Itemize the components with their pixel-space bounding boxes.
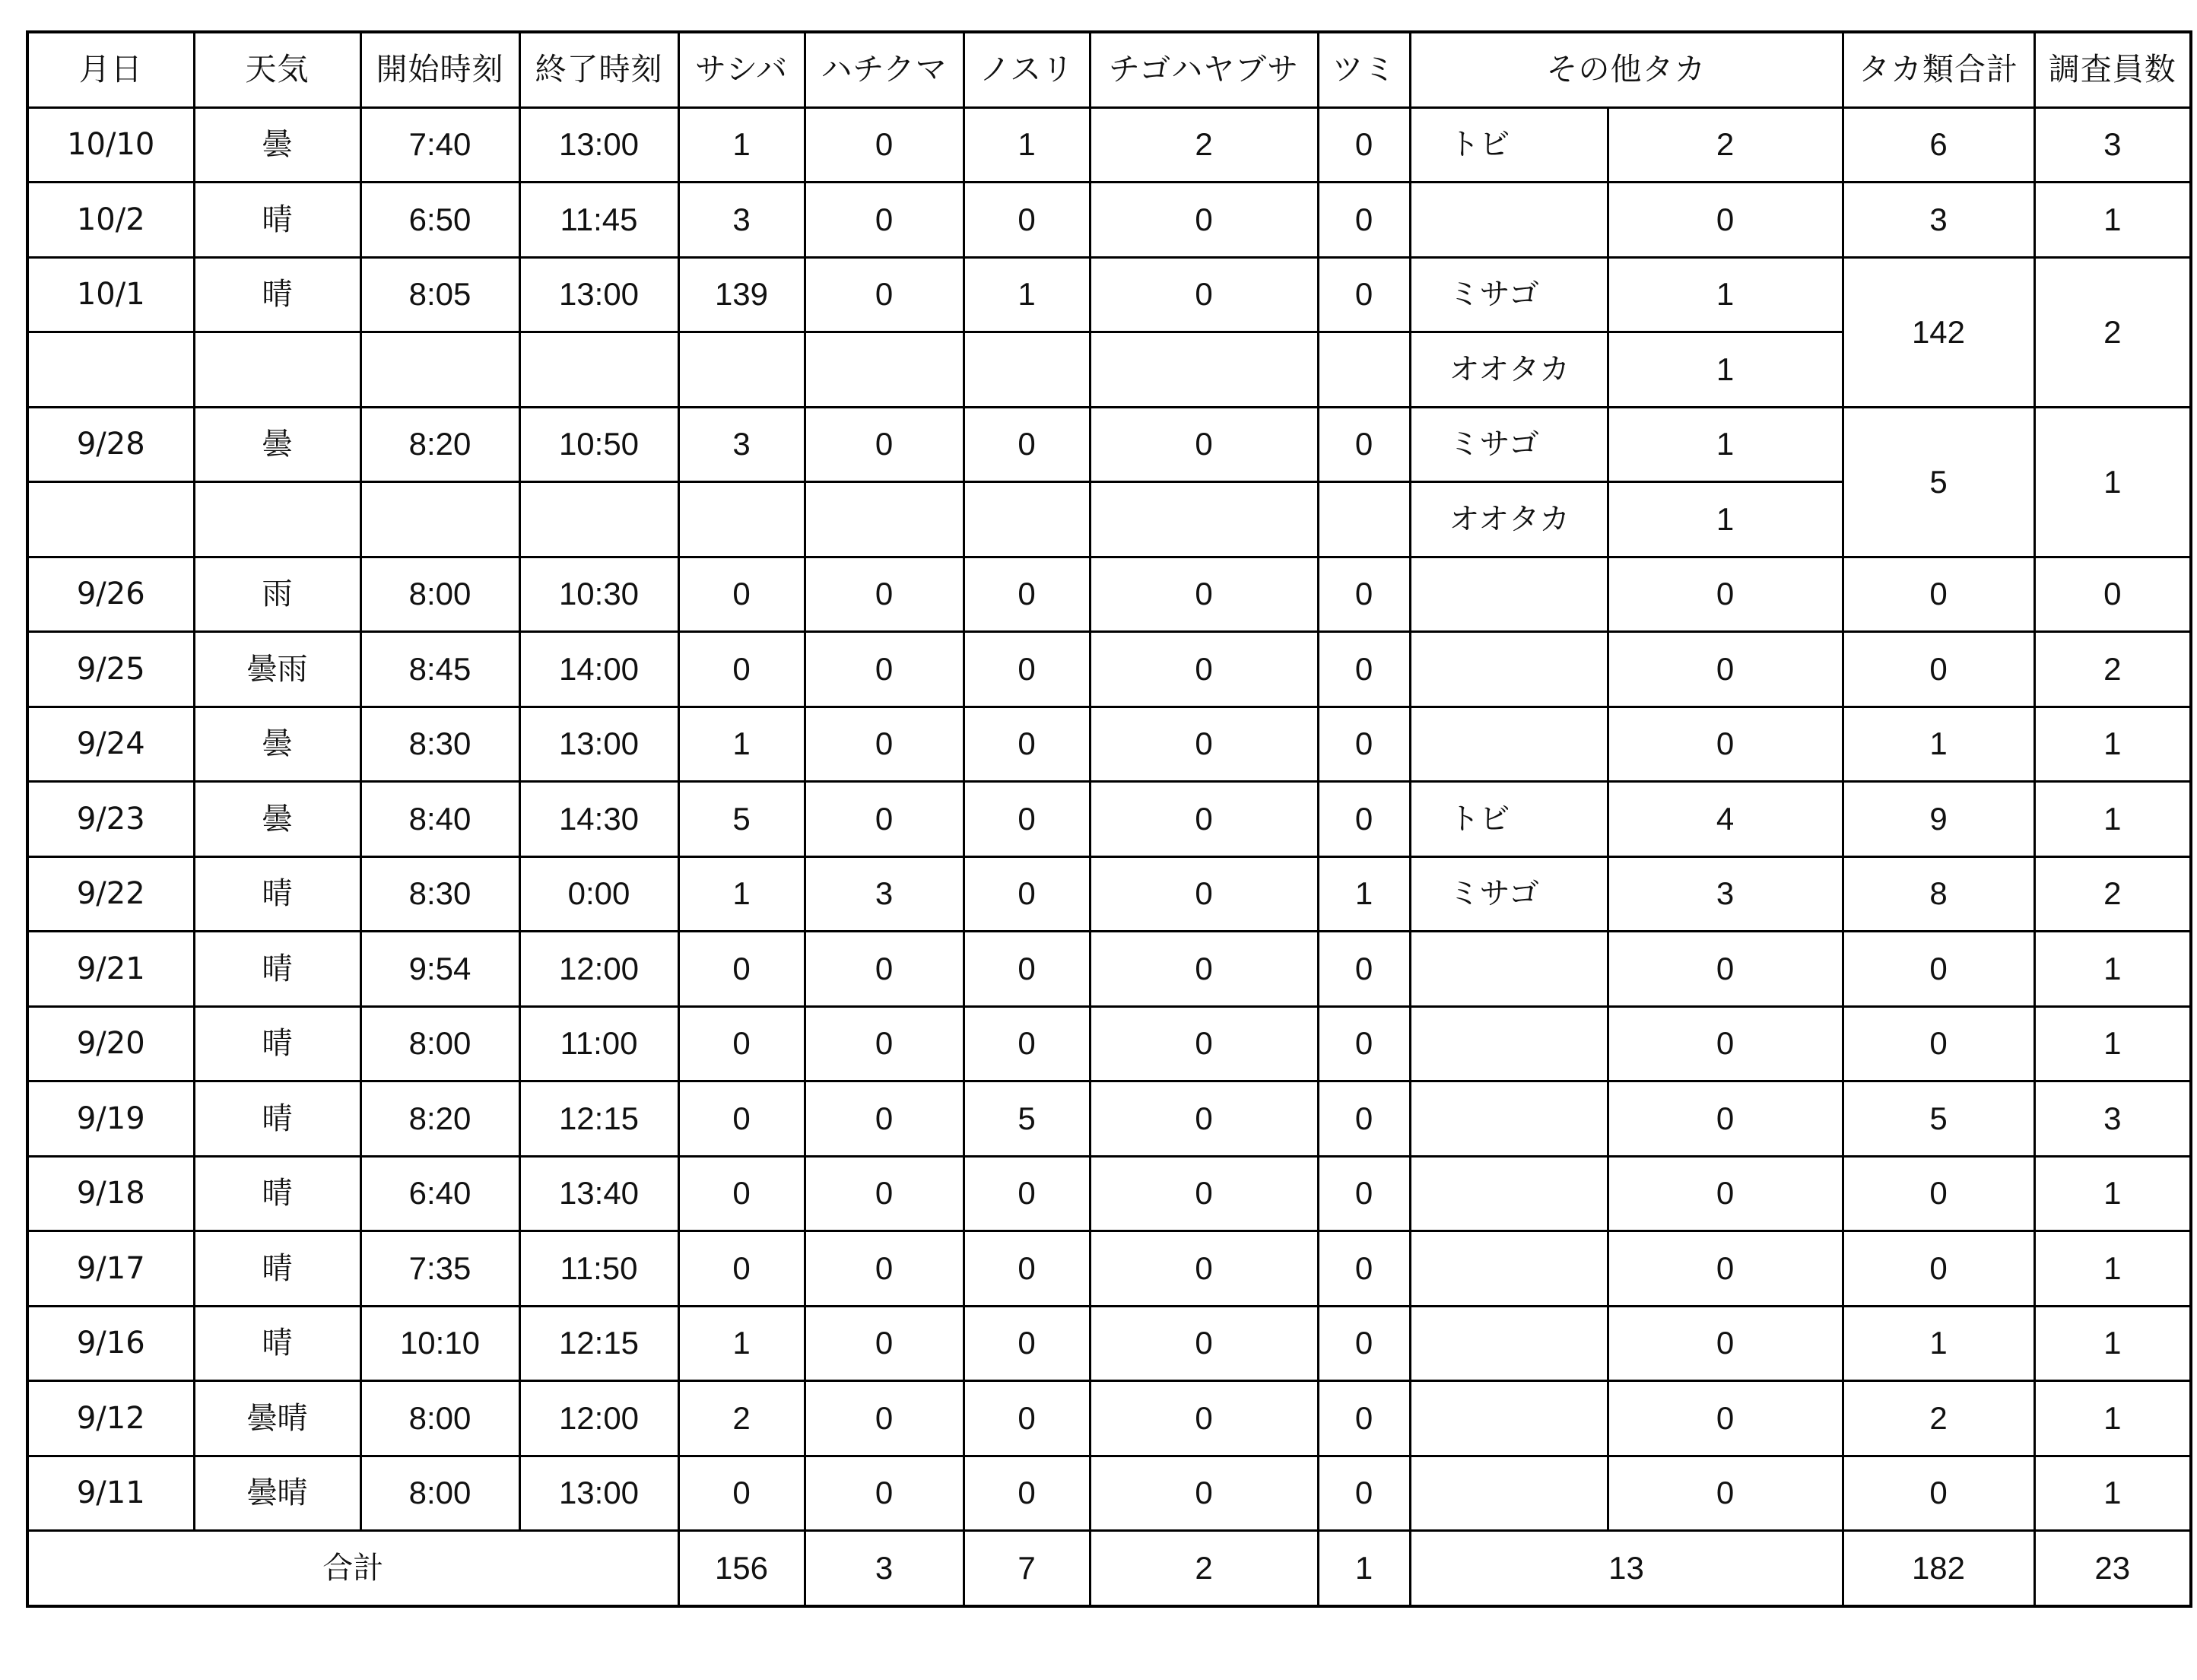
table-row (27, 632, 2191, 707)
cell-other-species (1410, 1381, 1608, 1456)
cell-nosuri: 0 (964, 707, 1090, 782)
cell-other-species (1410, 1006, 1608, 1081)
cell-chigohayabusa: 0 (1090, 1306, 1318, 1381)
cell-start-time: 8:40 (360, 782, 519, 857)
cell-tsumi-empty (1318, 332, 1410, 408)
header-date: 月日 (27, 32, 194, 107)
cell-nosuri-empty (964, 482, 1090, 557)
cell-other-species (1410, 1156, 1608, 1231)
cell-hawk-total: 0 (1843, 1156, 2034, 1231)
cell-other-count: 2 (1608, 107, 1843, 183)
cell-chigohayabusa: 0 (1090, 707, 1318, 782)
cell-other-count: 0 (1608, 1006, 1843, 1081)
cell-chigohayabusa: 0 (1090, 1456, 1318, 1531)
cell-other-species (1410, 557, 1608, 632)
cell-tsumi: 0 (1318, 1081, 1410, 1157)
header-row (27, 32, 2191, 107)
cell-other-species (1410, 707, 1608, 782)
cell-tsumi: 1 (1318, 856, 1410, 932)
cell-start-time: 8:00 (360, 1456, 519, 1531)
cell-other-count: 0 (1608, 1081, 1843, 1157)
cell-other-count: 1 (1608, 257, 1843, 332)
cell-hachikuma: 0 (805, 557, 964, 632)
cell-other-species: トビ (1410, 782, 1608, 857)
cell-hawk-total: 0 (1843, 557, 2034, 632)
cell-chigohayabusa: 0 (1090, 632, 1318, 707)
cell-start-time: 7:40 (360, 107, 519, 183)
cell-other-count: 0 (1608, 1231, 1843, 1307)
totals-label: 合計 (27, 1531, 678, 1606)
cell-other-species: ミサゴ (1410, 407, 1608, 482)
cell-end-time: 10:30 (519, 557, 678, 632)
totals-sashiba: 156 (678, 1531, 805, 1606)
cell-date: 9/11 (27, 1456, 194, 1531)
cell-nosuri: 0 (964, 632, 1090, 707)
cell-start-time: 6:40 (360, 1156, 519, 1231)
cell-tsumi: 0 (1318, 1381, 1410, 1456)
cell-end-time-empty (519, 482, 678, 557)
cell-nosuri: 0 (964, 407, 1090, 482)
totals-chigohayabusa: 2 (1090, 1531, 1318, 1606)
cell-hachikuma: 0 (805, 407, 964, 482)
cell-nosuri: 0 (964, 1456, 1090, 1531)
cell-start-time-empty (360, 332, 519, 408)
cell-start-time: 8:00 (360, 1381, 519, 1456)
cell-hawk-total: 3 (1843, 183, 2034, 258)
cell-date-empty (27, 332, 194, 408)
cell-end-time-empty (519, 332, 678, 408)
cell-sashiba-empty (678, 332, 805, 408)
cell-hawk-total: 5 (1843, 1081, 2034, 1157)
cell-surveyors: 2 (2034, 632, 2191, 707)
cell-date: 9/24 (27, 707, 194, 782)
cell-weather: 曇晴 (194, 1456, 360, 1531)
cell-start-time: 10:10 (360, 1306, 519, 1381)
cell-sashiba: 0 (678, 632, 805, 707)
cell-date: 9/21 (27, 932, 194, 1007)
cell-other-species: トビ (1410, 107, 1608, 183)
totals-hachikuma: 3 (805, 1531, 964, 1606)
cell-chigohayabusa: 0 (1090, 557, 1318, 632)
cell-end-time: 0:00 (519, 856, 678, 932)
cell-surveyors: 2 (2034, 856, 2191, 932)
cell-other-species (1410, 1231, 1608, 1307)
cell-end-time: 14:30 (519, 782, 678, 857)
cell-other-count: 3 (1608, 856, 1843, 932)
cell-date: 9/19 (27, 1081, 194, 1157)
header-hawk-total: タカ類合計 (1843, 32, 2034, 107)
cell-end-time: 12:15 (519, 1306, 678, 1381)
cell-hachikuma: 0 (805, 107, 964, 183)
cell-surveyors: 1 (2034, 407, 2191, 557)
cell-surveyors: 0 (2034, 557, 2191, 632)
table-row (27, 107, 2191, 183)
table-row (27, 1231, 2191, 1307)
cell-other-species (1410, 632, 1608, 707)
cell-surveyors: 1 (2034, 1306, 2191, 1381)
cell-chigohayabusa: 0 (1090, 856, 1318, 932)
table-row (27, 1456, 2191, 1531)
cell-sashiba: 0 (678, 1156, 805, 1231)
cell-sashiba-empty (678, 482, 805, 557)
cell-end-time: 13:00 (519, 707, 678, 782)
cell-chigohayabusa: 0 (1090, 782, 1318, 857)
table-row (27, 932, 2191, 1007)
cell-weather: 曇 (194, 107, 360, 183)
cell-other-count: 0 (1608, 707, 1843, 782)
cell-sashiba: 0 (678, 1081, 805, 1157)
header-surveyors: 調査員数 (2034, 32, 2191, 107)
table-row (27, 856, 2191, 932)
cell-other-count: 1 (1608, 482, 1843, 557)
cell-end-time: 13:00 (519, 107, 678, 183)
cell-nosuri: 0 (964, 557, 1090, 632)
cell-other-species (1410, 1456, 1608, 1531)
cell-hachikuma-empty (805, 332, 964, 408)
table-row (27, 1006, 2191, 1081)
totals-nosuri: 7 (964, 1531, 1090, 1606)
totals-other-hawks: 13 (1410, 1531, 1843, 1606)
cell-date: 9/25 (27, 632, 194, 707)
cell-nosuri: 1 (964, 257, 1090, 332)
cell-nosuri: 1 (964, 107, 1090, 183)
cell-hachikuma: 0 (805, 1081, 964, 1157)
cell-tsumi: 0 (1318, 1006, 1410, 1081)
cell-surveyors: 1 (2034, 1231, 2191, 1307)
cell-hachikuma: 0 (805, 782, 964, 857)
header-sashiba: サシバ (678, 32, 805, 107)
table-row (27, 183, 2191, 258)
cell-end-time: 11:00 (519, 1006, 678, 1081)
cell-weather: 晴 (194, 257, 360, 332)
cell-end-time: 13:40 (519, 1156, 678, 1231)
cell-hachikuma: 0 (805, 1006, 964, 1081)
cell-hachikuma: 3 (805, 856, 964, 932)
cell-sashiba: 1 (678, 707, 805, 782)
cell-sashiba: 0 (678, 1456, 805, 1531)
cell-date: 9/12 (27, 1381, 194, 1456)
cell-chigohayabusa-empty (1090, 482, 1318, 557)
cell-date: 10/2 (27, 183, 194, 258)
cell-hawk-total: 0 (1843, 932, 2034, 1007)
cell-tsumi: 0 (1318, 257, 1410, 332)
cell-tsumi: 0 (1318, 183, 1410, 258)
cell-start-time: 9:54 (360, 932, 519, 1007)
cell-chigohayabusa: 0 (1090, 932, 1318, 1007)
cell-other-species (1410, 932, 1608, 1007)
cell-weather: 曇 (194, 782, 360, 857)
cell-sashiba: 0 (678, 557, 805, 632)
cell-chigohayabusa: 2 (1090, 107, 1318, 183)
cell-sashiba: 1 (678, 107, 805, 183)
cell-tsumi: 0 (1318, 707, 1410, 782)
cell-date: 9/18 (27, 1156, 194, 1231)
cell-sashiba: 0 (678, 1231, 805, 1307)
cell-weather: 晴 (194, 1006, 360, 1081)
header-nosuri: ノスリ (964, 32, 1090, 107)
cell-sashiba: 3 (678, 183, 805, 258)
cell-chigohayabusa: 0 (1090, 1381, 1318, 1456)
cell-nosuri: 0 (964, 1231, 1090, 1307)
cell-weather: 曇 (194, 407, 360, 482)
cell-hachikuma: 0 (805, 1381, 964, 1456)
cell-chigohayabusa-empty (1090, 332, 1318, 408)
cell-nosuri-empty (964, 332, 1090, 408)
header-start-time: 開始時刻 (360, 32, 519, 107)
table-row (27, 1081, 2191, 1157)
cell-end-time: 12:00 (519, 1381, 678, 1456)
cell-start-time: 8:00 (360, 1006, 519, 1081)
cell-date: 9/22 (27, 856, 194, 932)
cell-chigohayabusa: 0 (1090, 183, 1318, 258)
cell-other-count: 0 (1608, 632, 1843, 707)
cell-date: 9/17 (27, 1231, 194, 1307)
totals-hawk-total: 182 (1843, 1531, 2034, 1606)
cell-hawk-total: 142 (1843, 257, 2034, 407)
table-row (27, 257, 2191, 332)
header-end-time: 終了時刻 (519, 32, 678, 107)
cell-start-time-empty (360, 482, 519, 557)
cell-nosuri: 0 (964, 782, 1090, 857)
cell-other-count: 0 (1608, 1156, 1843, 1231)
cell-surveyors: 1 (2034, 782, 2191, 857)
header-chigohayabusa: チゴハヤブサ (1090, 32, 1318, 107)
cell-sashiba: 0 (678, 1006, 805, 1081)
cell-sashiba: 1 (678, 856, 805, 932)
cell-hachikuma: 0 (805, 1231, 964, 1307)
cell-tsumi: 0 (1318, 1306, 1410, 1381)
cell-hachikuma: 0 (805, 257, 964, 332)
cell-nosuri: 0 (964, 856, 1090, 932)
table-body (27, 107, 2191, 1531)
cell-date: 9/20 (27, 1006, 194, 1081)
cell-other-species: ミサゴ (1410, 257, 1608, 332)
cell-end-time: 12:00 (519, 932, 678, 1007)
cell-hachikuma: 0 (805, 1156, 964, 1231)
cell-tsumi: 0 (1318, 407, 1410, 482)
cell-weather: 晴 (194, 183, 360, 258)
cell-tsumi: 0 (1318, 932, 1410, 1007)
cell-hawk-total: 2 (1843, 1381, 2034, 1456)
cell-tsumi: 0 (1318, 632, 1410, 707)
header-hachikuma: ハチクマ (805, 32, 964, 107)
cell-hachikuma: 0 (805, 932, 964, 1007)
cell-date: 9/28 (27, 407, 194, 482)
cell-surveyors: 1 (2034, 1456, 2191, 1531)
cell-weather: 雨 (194, 557, 360, 632)
cell-weather: 晴 (194, 1156, 360, 1231)
cell-surveyors: 2 (2034, 257, 2191, 407)
cell-hawk-total: 0 (1843, 1006, 2034, 1081)
cell-nosuri: 0 (964, 932, 1090, 1007)
table-row (27, 407, 2191, 482)
cell-other-species (1410, 1306, 1608, 1381)
cell-weather: 晴 (194, 1306, 360, 1381)
cell-start-time: 8:20 (360, 1081, 519, 1157)
cell-hachikuma: 0 (805, 707, 964, 782)
cell-other-count: 0 (1608, 1306, 1843, 1381)
cell-weather: 晴 (194, 932, 360, 1007)
totals-tsumi: 1 (1318, 1531, 1410, 1606)
cell-other-species: オオタカ (1410, 482, 1608, 557)
cell-end-time: 13:00 (519, 257, 678, 332)
cell-weather-empty (194, 332, 360, 408)
cell-start-time: 6:50 (360, 183, 519, 258)
cell-tsumi: 0 (1318, 107, 1410, 183)
table-row (27, 1381, 2191, 1456)
cell-hawk-total: 8 (1843, 856, 2034, 932)
cell-date-empty (27, 482, 194, 557)
cell-hachikuma: 0 (805, 632, 964, 707)
cell-other-count: 0 (1608, 557, 1843, 632)
cell-sashiba: 1 (678, 1306, 805, 1381)
cell-other-species: オオタカ (1410, 332, 1608, 408)
cell-chigohayabusa: 0 (1090, 1081, 1318, 1157)
cell-tsumi: 0 (1318, 1231, 1410, 1307)
cell-other-count: 0 (1608, 183, 1843, 258)
cell-date: 10/10 (27, 107, 194, 183)
cell-sashiba: 0 (678, 932, 805, 1007)
cell-other-species: ミサゴ (1410, 856, 1608, 932)
cell-other-count: 0 (1608, 932, 1843, 1007)
cell-hawk-total: 0 (1843, 632, 2034, 707)
cell-sashiba: 139 (678, 257, 805, 332)
cell-weather: 晴 (194, 1081, 360, 1157)
cell-weather: 晴 (194, 856, 360, 932)
cell-end-time: 12:15 (519, 1081, 678, 1157)
table-row (27, 1156, 2191, 1231)
cell-nosuri: 0 (964, 1006, 1090, 1081)
cell-tsumi: 0 (1318, 1156, 1410, 1231)
cell-end-time: 14:00 (519, 632, 678, 707)
table-row (27, 557, 2191, 632)
cell-sashiba: 2 (678, 1381, 805, 1456)
cell-surveyors: 1 (2034, 1381, 2191, 1456)
cell-surveyors: 1 (2034, 1156, 2191, 1231)
cell-start-time: 8:45 (360, 632, 519, 707)
table-row (27, 782, 2191, 857)
cell-date: 10/1 (27, 257, 194, 332)
cell-weather: 曇晴 (194, 1381, 360, 1456)
table-row (27, 1306, 2191, 1381)
cell-chigohayabusa: 0 (1090, 1156, 1318, 1231)
cell-start-time: 8:00 (360, 557, 519, 632)
cell-other-count: 1 (1608, 407, 1843, 482)
cell-nosuri: 5 (964, 1081, 1090, 1157)
totals-surveyors: 23 (2034, 1531, 2191, 1606)
cell-start-time: 7:35 (360, 1231, 519, 1307)
cell-chigohayabusa: 0 (1090, 1231, 1318, 1307)
cell-hachikuma: 0 (805, 1456, 964, 1531)
cell-hawk-total: 0 (1843, 1456, 2034, 1531)
hawk-survey-table (26, 30, 2192, 1608)
cell-tsumi: 0 (1318, 557, 1410, 632)
header-tsumi: ツミ (1318, 32, 1410, 107)
header-other-hawks: その他タカ (1410, 32, 1843, 107)
cell-tsumi: 0 (1318, 1456, 1410, 1531)
cell-surveyors: 1 (2034, 183, 2191, 258)
cell-nosuri: 0 (964, 1156, 1090, 1231)
cell-start-time: 8:05 (360, 257, 519, 332)
cell-surveyors: 3 (2034, 1081, 2191, 1157)
cell-date: 9/16 (27, 1306, 194, 1381)
table-row (27, 707, 2191, 782)
cell-end-time: 10:50 (519, 407, 678, 482)
cell-nosuri: 0 (964, 183, 1090, 258)
cell-end-time: 11:45 (519, 183, 678, 258)
cell-surveyors: 3 (2034, 107, 2191, 183)
cell-hawk-total: 6 (1843, 107, 2034, 183)
cell-surveyors: 1 (2034, 707, 2191, 782)
cell-hawk-total: 0 (1843, 1231, 2034, 1307)
cell-other-species (1410, 1081, 1608, 1157)
cell-chigohayabusa: 0 (1090, 1006, 1318, 1081)
cell-hawk-total: 1 (1843, 1306, 2034, 1381)
cell-hawk-total: 5 (1843, 407, 2034, 557)
cell-chigohayabusa: 0 (1090, 257, 1318, 332)
cell-chigohayabusa: 0 (1090, 407, 1318, 482)
cell-date: 9/26 (27, 557, 194, 632)
cell-nosuri: 0 (964, 1381, 1090, 1456)
cell-surveyors: 1 (2034, 1006, 2191, 1081)
cell-hachikuma-empty (805, 482, 964, 557)
cell-weather: 曇雨 (194, 632, 360, 707)
cell-date: 9/23 (27, 782, 194, 857)
cell-start-time: 8:20 (360, 407, 519, 482)
totals-row (27, 1531, 2191, 1606)
cell-weather: 曇 (194, 707, 360, 782)
cell-weather: 晴 (194, 1231, 360, 1307)
cell-hawk-total: 9 (1843, 782, 2034, 857)
cell-tsumi-empty (1318, 482, 1410, 557)
cell-other-count: 1 (1608, 332, 1843, 408)
cell-other-count: 0 (1608, 1456, 1843, 1531)
cell-start-time: 8:30 (360, 856, 519, 932)
cell-hachikuma: 0 (805, 1306, 964, 1381)
cell-sashiba: 5 (678, 782, 805, 857)
cell-other-count: 0 (1608, 1381, 1843, 1456)
cell-end-time: 13:00 (519, 1456, 678, 1531)
cell-tsumi: 0 (1318, 782, 1410, 857)
cell-other-count: 4 (1608, 782, 1843, 857)
header-weather: 天気 (194, 32, 360, 107)
cell-weather-empty (194, 482, 360, 557)
cell-nosuri: 0 (964, 1306, 1090, 1381)
cell-hawk-total: 1 (1843, 707, 2034, 782)
cell-surveyors: 1 (2034, 932, 2191, 1007)
cell-other-species (1410, 183, 1608, 258)
cell-end-time: 11:50 (519, 1231, 678, 1307)
cell-start-time: 8:30 (360, 707, 519, 782)
cell-hachikuma: 0 (805, 183, 964, 258)
cell-sashiba: 3 (678, 407, 805, 482)
